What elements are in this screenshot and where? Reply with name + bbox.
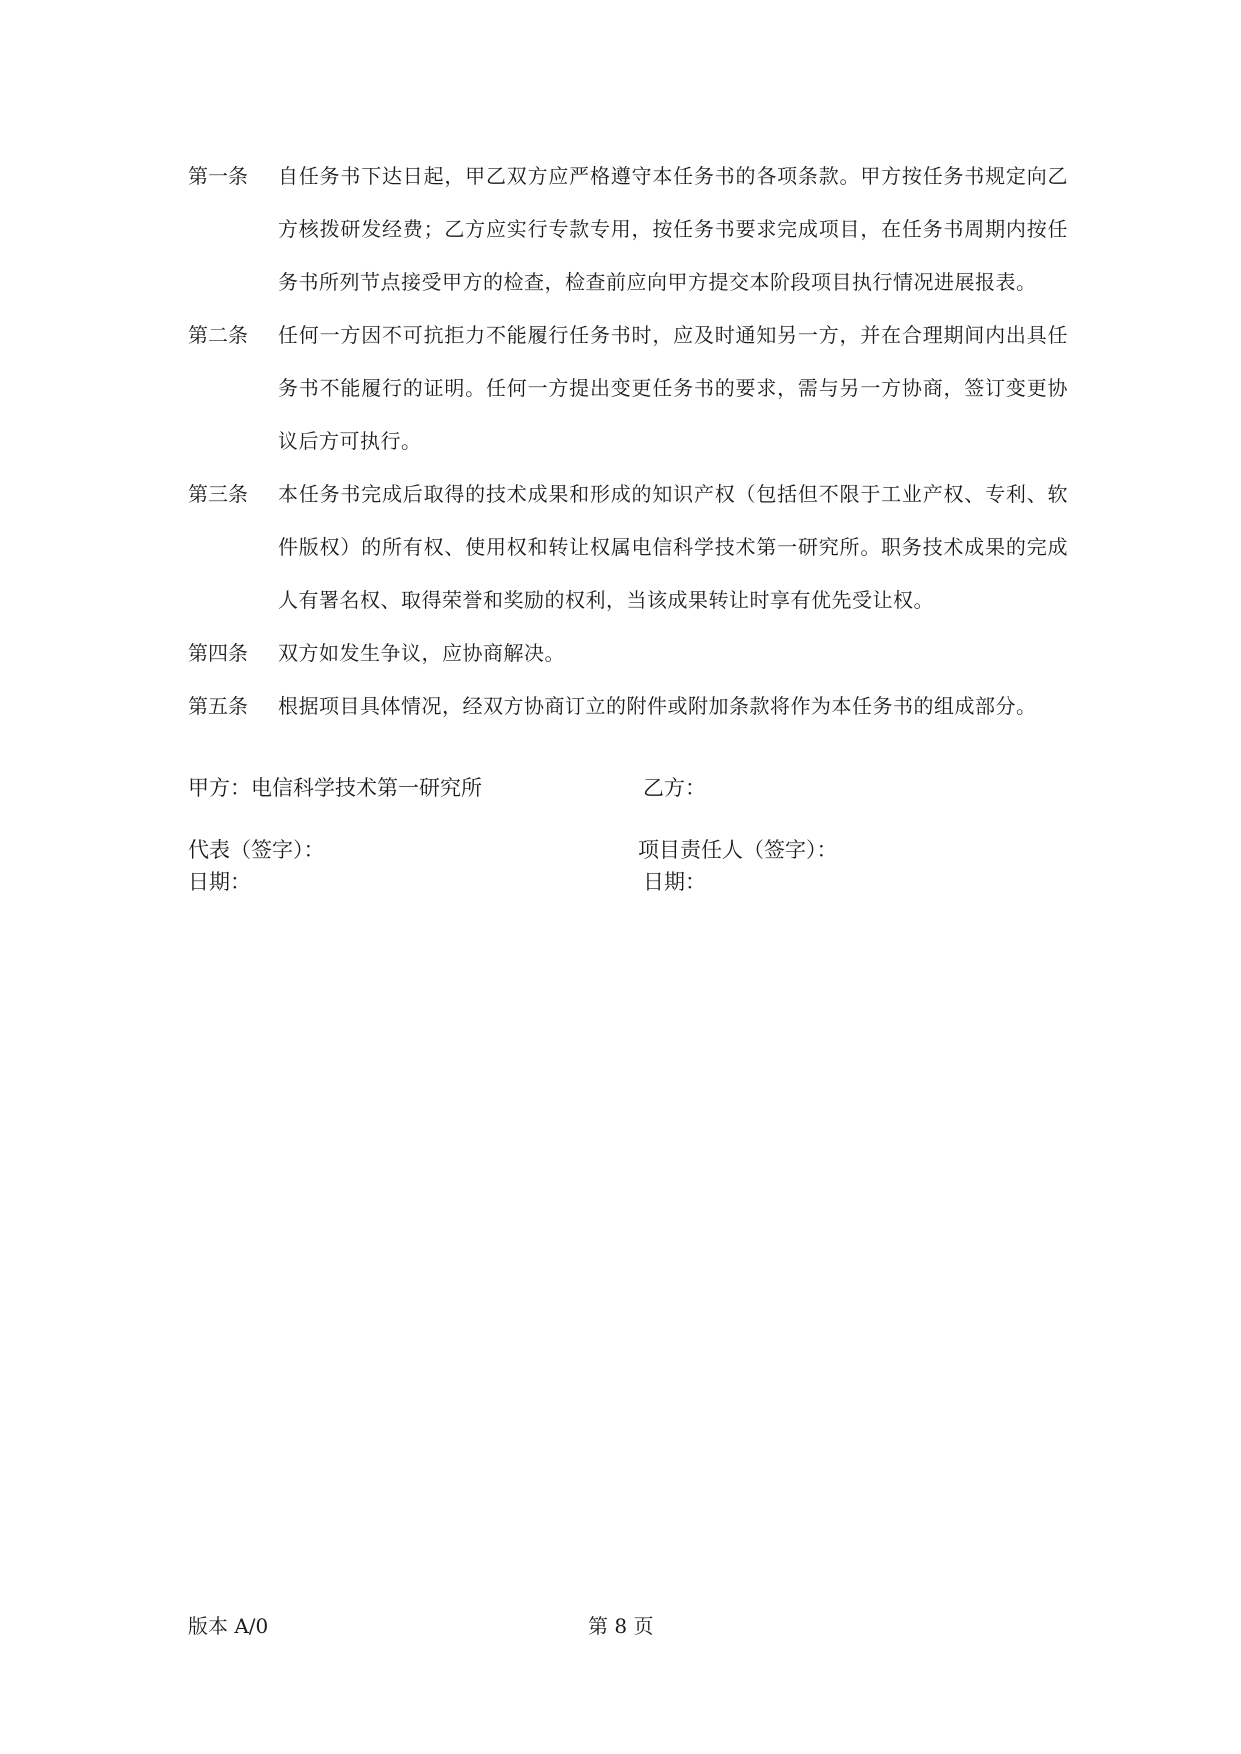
article-text: 自任务书下达日起，甲乙双方应严格遵守本任务书的各项条款。甲方按任务书规定向乙方核拨研发经费；乙方应实行专款专用，按任务书要求完成项目，在任务书周期内按任务书所列节点接受甲方的检查，检查前应向甲方提交本阶段项目执行情况进展报表。 (278, 164, 1068, 294)
signature-representatives-row (188, 834, 1088, 864)
article-3 (188, 468, 1068, 627)
party-b-label: 乙方： (643, 776, 706, 800)
article-2 (188, 309, 1068, 468)
article-label: 第二条 (188, 323, 248, 347)
article-label: 第一条 (188, 164, 248, 188)
page-number: 第 8 页 (588, 1614, 654, 1638)
signature-dates-row (188, 866, 1088, 896)
signature-parties-row (188, 772, 1088, 802)
article-text: 本任务书完成后取得的技术成果和形成的知识产权（包括但不限于工业产权、专利、软件版权）的所有权、使用权和转让权属电信科学技术第一研究所。职务技术成果的完成人有署名权、取得荣誉和奖励的权利，当该成果转让时享有优先受让权。 (278, 482, 1068, 612)
party-a-label: 甲方：电信科学技术第一研究所 (188, 776, 482, 800)
representative-b-label: 项目责任人（签字）： (638, 838, 838, 862)
page-footer (188, 1610, 1088, 1639)
article-text: 根据项目具体情况，经双方协商订立的附件或附加条款将作为本任务书的组成部分。 (278, 694, 1037, 718)
article-text: 任何一方因不可抗拒力不能履行任务书时，应及时通知另一方，并在合理期间内出具任务书不能履行的证明。任何一方提出变更任务书的要求，需与另一方协商，签订变更协议后方可执行。 (278, 323, 1068, 453)
articles-section (188, 150, 1068, 733)
article-label: 第三条 (188, 482, 248, 506)
article-5 (188, 680, 1068, 733)
date-a-label: 日期： (188, 870, 251, 894)
article-label: 第四条 (188, 641, 248, 665)
article-text: 双方如发生争议，应协商解决。 (278, 641, 565, 665)
representative-a-label: 代表（签字）： (188, 838, 325, 862)
article-label: 第五条 (188, 694, 248, 718)
date-b-label: 日期： (643, 870, 706, 894)
version-label: 版本 A/0 (188, 1614, 269, 1638)
article-4 (188, 627, 1068, 680)
article-1 (188, 150, 1068, 309)
